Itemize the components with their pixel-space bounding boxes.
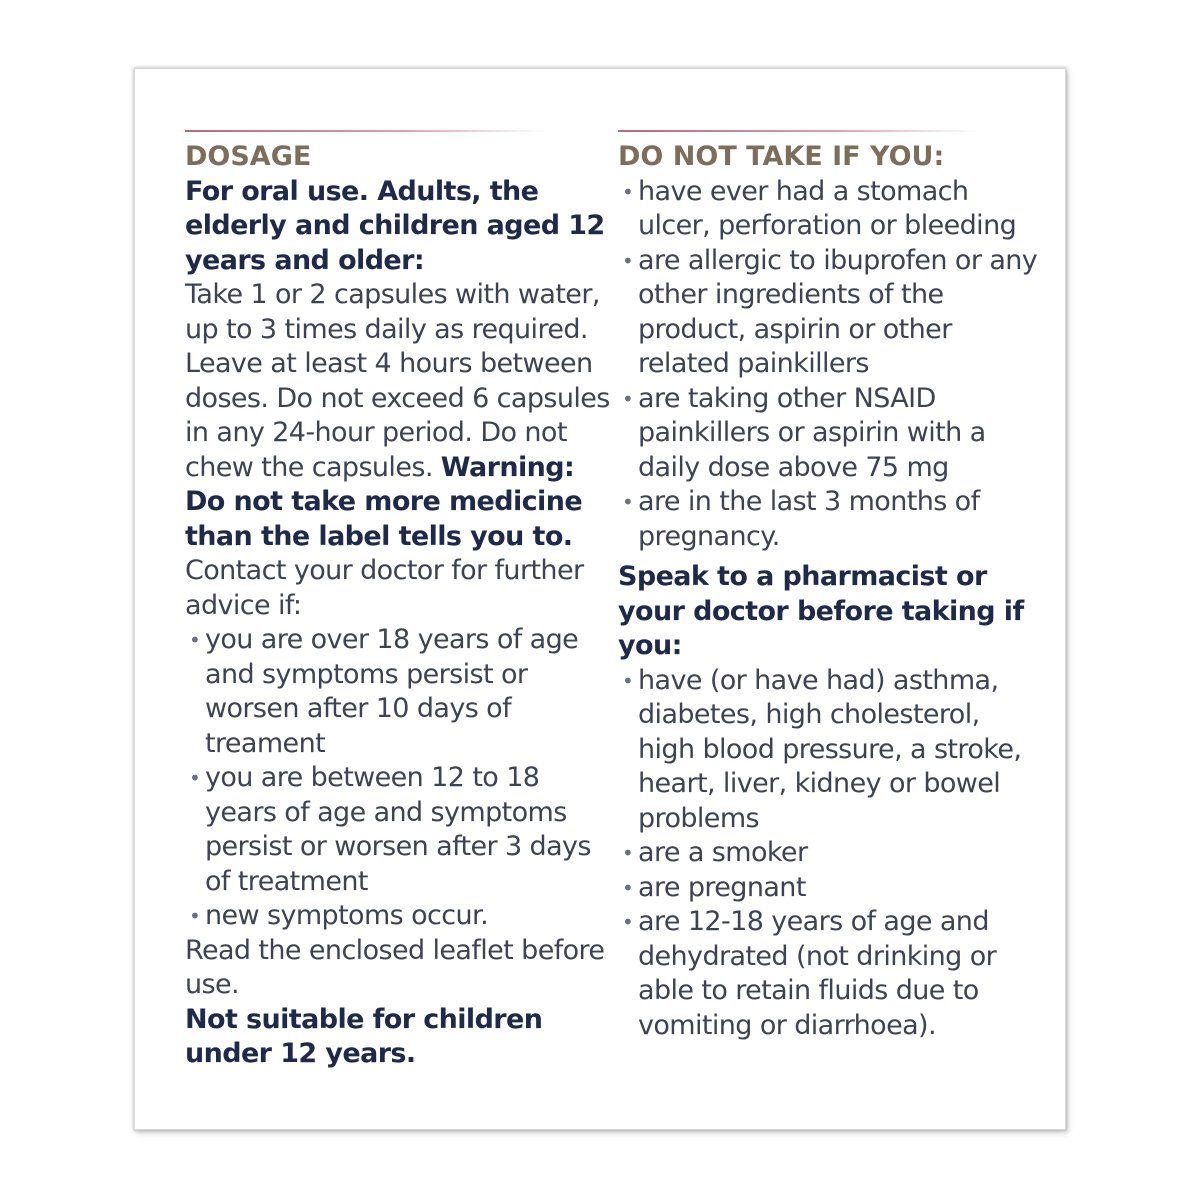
- list-item: [618, 382, 1038, 486]
- speak-to-heading: Speak to a pharmacist or your doctor before taking if you:: [618, 561, 1024, 661]
- list-item: [618, 175, 1038, 244]
- list-item-text: are taking other NSAID painkillers or aspirin with a daily dose above 75 mg: [638, 382, 986, 483]
- dosage-column: [185, 130, 615, 1072]
- list-item: [618, 244, 1038, 382]
- bullet-icon: •: [189, 766, 201, 790]
- list-item: [618, 836, 1038, 871]
- list-item-text: have (or have had) asthma, diabetes, high cholesterol, high blood pressure, a stroke, heart, liver, kidney or bowel problems: [638, 664, 1022, 834]
- warning-text: Do not take more medicine than the label tells you to.: [185, 486, 583, 552]
- bullet-icon: •: [622, 875, 634, 900]
- speak-to-list: [618, 664, 1038, 1044]
- list-item: [618, 664, 1038, 837]
- bullet-icon: •: [622, 490, 634, 514]
- list-item-text: you are between 12 to 18 years of age and symptoms persist or worsen after 3 days of treatment: [205, 762, 591, 897]
- contact-text: Contact your doctor for further advice if:: [185, 555, 584, 621]
- bullet-icon: •: [622, 841, 634, 865]
- dosage-instructions-text: Take 1 or 2 capsules with water, up to 3 times daily as required. Leave at least 4 hours between doses. Do not exceed 6 capsules in any 24-hour period. Do not chew the capsules.: [185, 279, 610, 483]
- list-item: [185, 899, 615, 934]
- list-item-text: are pregnant: [638, 871, 806, 903]
- list-item: [185, 623, 615, 761]
- bullet-icon: •: [189, 628, 201, 652]
- do-not-take-list: [618, 175, 1038, 555]
- do-not-take-heading: DO NOT TAKE IF YOU:: [618, 141, 945, 172]
- list-item: [185, 761, 615, 899]
- list-item-text: are a smoker: [638, 837, 808, 868]
- warnings-column: [618, 130, 1038, 1043]
- list-item: [618, 905, 1038, 1043]
- list-item-text: are in the last 3 months of pregnancy.: [638, 486, 980, 552]
- list-item-text: are 12-18 years of age and dehydrated (not drinking or able to retain fluids due to vomiting or diarrhoea).: [638, 906, 997, 1041]
- not-suitable-text: Not suitable for children under 12 years.: [185, 1003, 543, 1069]
- warning-label: Warning:: [440, 451, 575, 483]
- list-item: [618, 871, 1038, 906]
- dosage-instructions: [185, 278, 615, 485]
- list-item-text: are allergic to ibuprofen or any other ingredients of the product, aspirin or other related painkillers: [638, 244, 1038, 379]
- warnings-divider: [618, 130, 978, 132]
- leaflet-text: Read the enclosed leaflet before use.: [185, 934, 605, 1000]
- dosage-intro: For oral use. Adults, the elderly and children aged 12 years and older:: [185, 175, 605, 276]
- dosage-divider: [185, 130, 545, 132]
- bullet-icon: •: [622, 179, 634, 204]
- bullet-icon: •: [622, 248, 634, 273]
- bullet-icon: •: [622, 386, 634, 411]
- contact-list: [185, 623, 615, 934]
- bullet-icon: •: [189, 904, 201, 928]
- list-item-text: have ever had a stomach ulcer, perforation or bleeding: [638, 175, 1017, 241]
- bullet-icon: •: [622, 668, 634, 693]
- list-item-text: you are over 18 years of age and symptoms persist or worsen after 10 days of treament: [205, 624, 579, 759]
- bullet-icon: •: [622, 910, 634, 934]
- dosage-heading: DOSAGE: [185, 141, 312, 172]
- list-item-text: new symptoms occur.: [205, 900, 489, 931]
- list-item: [618, 485, 1038, 554]
